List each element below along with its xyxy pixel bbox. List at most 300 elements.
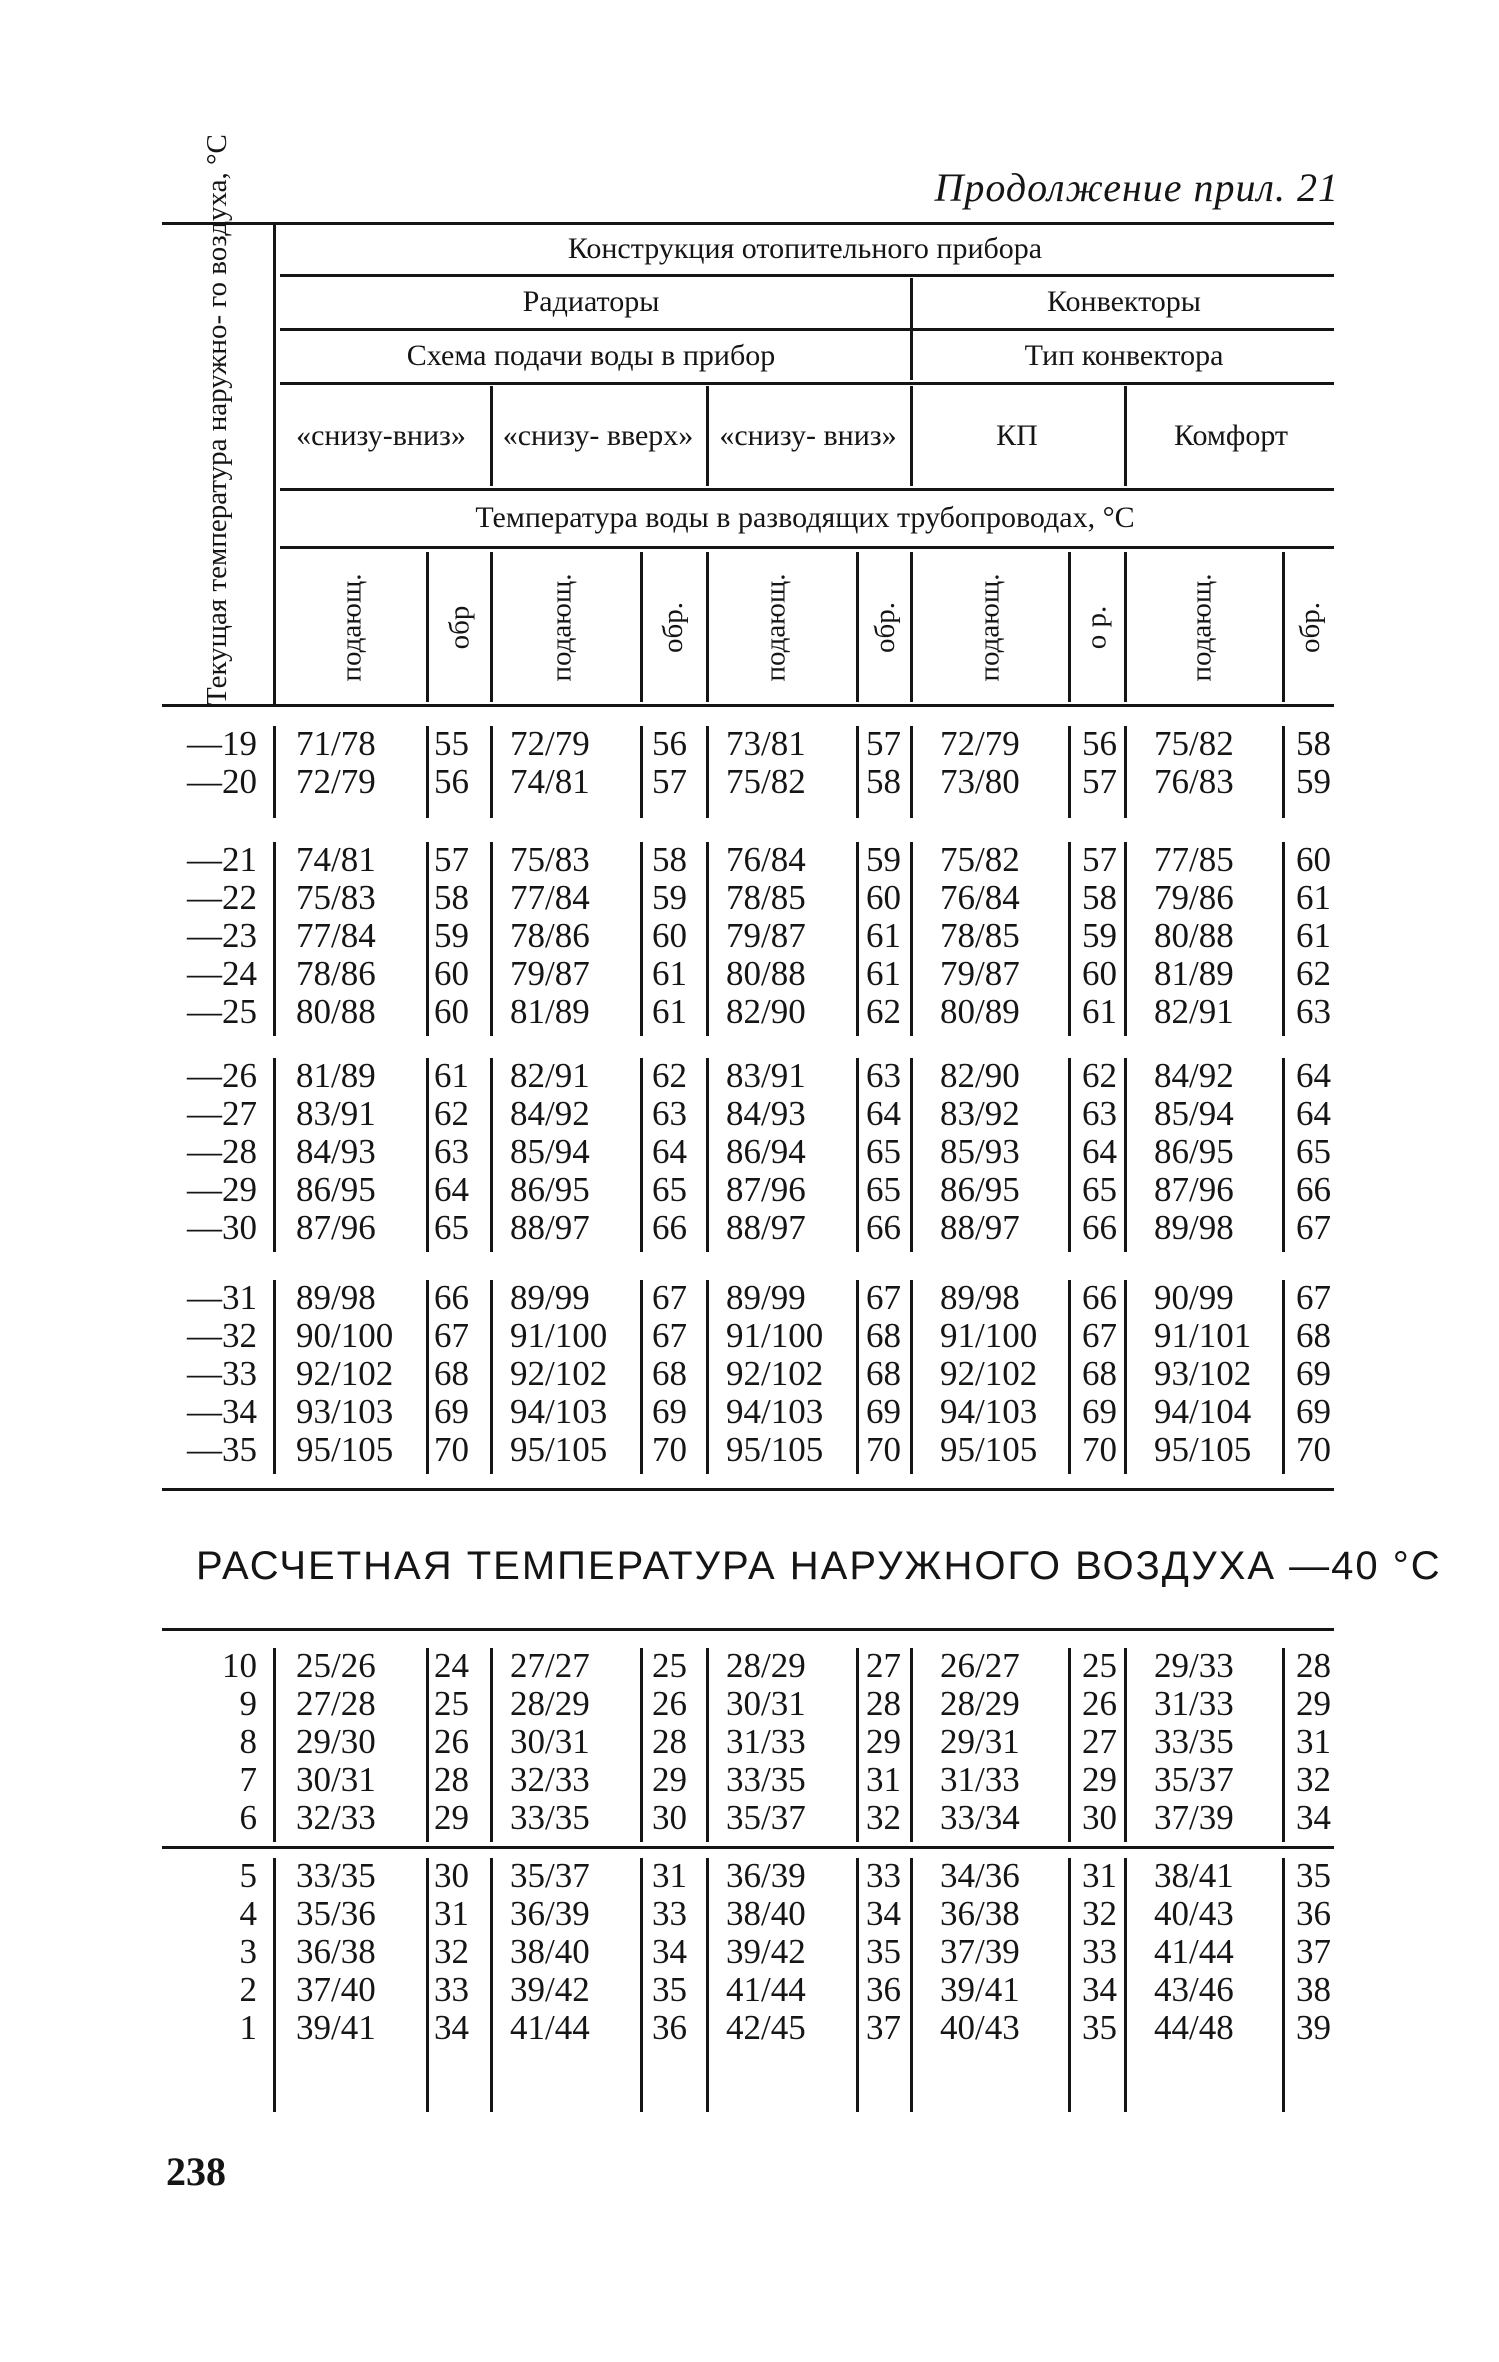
return-cell: 64 [1296, 1094, 1331, 1133]
supply-cell: 91/100 [726, 1316, 824, 1355]
supply-cell: 25/26 [296, 1646, 376, 1685]
table-group [162, 726, 1334, 818]
return-cell: 25 [434, 1684, 469, 1723]
supply-cell: 38/40 [510, 1932, 590, 1971]
return-cell: 28 [434, 1760, 469, 1799]
return-cell: 65 [1082, 1170, 1117, 1209]
supply-cell: 36/39 [726, 1856, 806, 1895]
return-cell: 36 [866, 1970, 901, 2009]
table-top-rule [162, 1628, 1334, 1631]
return-cell: 30 [1082, 1798, 1117, 1837]
return-cell: 58 [1082, 878, 1117, 917]
outdoor-temp-cell: —22 [187, 878, 257, 917]
supply-cell: 35/37 [510, 1856, 590, 1895]
return-cell: 67 [1296, 1278, 1331, 1317]
supply-cell: 82/90 [940, 1056, 1020, 1095]
supply-cell: 78/86 [510, 916, 590, 955]
return-cell: 58 [866, 762, 901, 801]
header-divider [490, 552, 493, 702]
return-cell: 59 [1082, 916, 1117, 955]
return-cell: 32 [1296, 1760, 1331, 1799]
supply-cell: 91/100 [940, 1316, 1038, 1355]
return-cell: 63 [434, 1132, 469, 1171]
table-row [162, 918, 1334, 954]
return-cell: 59 [1296, 762, 1331, 801]
supply-cell: 72/79 [940, 724, 1020, 763]
outdoor-temp-cell: 8 [239, 1722, 257, 1761]
return-cell: 34 [1296, 1798, 1331, 1837]
supply-cell: 84/93 [296, 1132, 376, 1171]
bottom-down-header: «снизу- вниз» [719, 419, 897, 452]
return-cell: 34 [866, 1894, 901, 1933]
supply-cell: 95/105 [726, 1430, 824, 1469]
outdoor-temp-cell: —24 [187, 954, 257, 993]
return-cell: 29 [434, 1798, 469, 1837]
table-group [162, 1280, 1334, 1474]
return-cell: 34 [434, 2008, 469, 2047]
header-rule [280, 274, 1334, 277]
col-header-return: о р. [1080, 605, 1113, 649]
col-header-supply: подающ. [1185, 572, 1218, 682]
supply-cell: 75/82 [940, 840, 1020, 879]
supply-cell: 89/99 [510, 1278, 590, 1317]
supply-cell: 92/102 [296, 1354, 394, 1393]
supply-cell: 74/81 [296, 840, 376, 879]
header-divider [706, 386, 709, 486]
supply-cell: 39/42 [726, 1932, 806, 1971]
supply-cell: 92/102 [726, 1354, 824, 1393]
komfort-header: Комфорт [1173, 419, 1289, 452]
supply-cell: 92/102 [940, 1354, 1038, 1393]
supply-cell: 35/37 [726, 1798, 806, 1837]
outdoor-temp-cell: 4 [239, 1894, 257, 1933]
supply-cell: 82/91 [1154, 992, 1234, 1031]
return-cell: 63 [1082, 1094, 1117, 1133]
supply-cell: 94/103 [510, 1392, 608, 1431]
return-cell: 28 [652, 1722, 687, 1761]
supply-cell: 39/42 [510, 1970, 590, 2009]
return-cell: 30 [434, 1856, 469, 1895]
convectors-header: Конвекторы [1047, 285, 1201, 318]
return-cell: 59 [866, 840, 901, 879]
section-title: РАСЧЕТНАЯ ТЕМПЕРАТУРА НАРУЖНОГО ВОЗДУХА —40 °С [196, 1544, 1442, 1588]
return-cell: 62 [1082, 1056, 1117, 1095]
outdoor-temp-cell: 6 [239, 1798, 257, 1837]
col-header-supply: подающ. [759, 572, 792, 682]
return-cell: 61 [1296, 878, 1331, 917]
table-row [162, 1686, 1334, 1722]
return-cell: 34 [652, 1932, 687, 1971]
supply-cell: 94/104 [1154, 1392, 1252, 1431]
supply-cell: 81/89 [510, 992, 590, 1031]
supply-cell: 41/44 [510, 2008, 590, 2047]
supply-cell: 85/93 [940, 1132, 1020, 1171]
return-cell: 29 [1296, 1684, 1331, 1723]
table-row [162, 842, 1334, 878]
supply-cell: 76/84 [940, 878, 1020, 917]
return-cell: 35 [1296, 1856, 1331, 1895]
table-row [162, 1648, 1334, 1684]
return-cell: 61 [1296, 916, 1331, 955]
return-cell: 62 [434, 1094, 469, 1133]
supply-cell: 82/90 [726, 992, 806, 1031]
outdoor-temp-cell: 2 [239, 1970, 257, 2009]
return-cell: 70 [1082, 1430, 1117, 1469]
return-cell: 59 [434, 916, 469, 955]
supply-cell: 76/84 [726, 840, 806, 879]
supply-cell: 31/33 [940, 1760, 1020, 1799]
header-bottom-rule [162, 704, 1334, 707]
return-cell: 63 [866, 1056, 901, 1095]
supply-cell: 95/105 [296, 1430, 394, 1469]
table-row [162, 1280, 1334, 1316]
supply-cell: 41/44 [1154, 1932, 1234, 1971]
return-cell: 66 [866, 1208, 901, 1247]
return-cell: 31 [1082, 1856, 1117, 1895]
header-divider [1124, 386, 1127, 486]
table-row [162, 880, 1334, 916]
return-cell: 31 [434, 1894, 469, 1933]
outdoor-temp-cell: —29 [187, 1170, 257, 1209]
table-row [162, 1800, 1334, 1836]
return-cell: 65 [1296, 1132, 1331, 1171]
supply-cell: 85/94 [1154, 1094, 1234, 1133]
return-cell: 24 [434, 1646, 469, 1685]
supply-cell: 86/95 [940, 1170, 1020, 1209]
return-cell: 61 [1082, 992, 1117, 1031]
return-cell: 61 [652, 954, 687, 993]
col-header-supply: подающ. [973, 572, 1006, 682]
header-divider [910, 386, 913, 486]
return-cell: 68 [652, 1354, 687, 1393]
table-row [162, 1394, 1334, 1430]
return-cell: 61 [866, 916, 901, 955]
return-cell: 69 [652, 1392, 687, 1431]
outdoor-temp-cell: —33 [187, 1354, 257, 1393]
col-header-return: обр. [1293, 601, 1326, 653]
supply-cell: 80/88 [1154, 916, 1234, 955]
supply-cell: 83/92 [940, 1094, 1020, 1133]
return-cell: 65 [652, 1170, 687, 1209]
supply-cell: 33/35 [296, 1856, 376, 1895]
return-cell: 68 [866, 1354, 901, 1393]
return-cell: 32 [434, 1932, 469, 1971]
header-rule [280, 382, 1334, 385]
water-temp-header: Температура воды в разводящих трубопроводах, °С [475, 501, 1135, 534]
outdoor-temp-cell: —26 [187, 1056, 257, 1095]
table-group [162, 842, 1334, 1036]
return-cell: 60 [866, 878, 901, 917]
return-cell: 60 [434, 954, 469, 993]
table-row [162, 1724, 1334, 1760]
supply-cell: 28/29 [726, 1646, 806, 1685]
return-cell: 29 [866, 1722, 901, 1761]
supply-cell: 28/29 [940, 1684, 1020, 1723]
header-divider [640, 552, 643, 702]
return-cell: 37 [1296, 1932, 1331, 1971]
supply-cell: 86/94 [726, 1132, 806, 1171]
supply-cell: 75/83 [510, 840, 590, 879]
return-cell: 58 [434, 878, 469, 917]
radiators-header: Радиаторы [522, 285, 660, 318]
table-row [162, 1858, 1334, 1894]
table-bottom-rule [162, 1488, 1334, 1491]
return-cell: 60 [434, 992, 469, 1031]
supply-cell: 72/79 [510, 724, 590, 763]
supply-cell: 29/30 [296, 1722, 376, 1761]
supply-cell: 95/105 [1154, 1430, 1252, 1469]
return-cell: 67 [434, 1316, 469, 1355]
supply-cell: 90/99 [1154, 1278, 1234, 1317]
supply-cell: 75/83 [296, 878, 376, 917]
return-cell: 66 [1296, 1170, 1331, 1209]
return-cell: 70 [1296, 1430, 1331, 1469]
outdoor-temp-cell: —31 [187, 1278, 257, 1317]
header-rule [280, 488, 1334, 491]
outdoor-temp-cell: —34 [187, 1392, 257, 1431]
table-row [162, 1172, 1334, 1208]
return-cell: 28 [866, 1684, 901, 1723]
return-cell: 33 [866, 1856, 901, 1895]
return-cell: 32 [1082, 1894, 1117, 1933]
header-divider [706, 552, 709, 702]
continuation-caption: Продолжение прил. 21 [934, 165, 1339, 210]
supply-cell: 28/29 [510, 1684, 590, 1723]
supply-cell: 37/39 [940, 1932, 1020, 1971]
table-row [162, 1762, 1334, 1798]
table-row [162, 764, 1334, 800]
return-cell: 61 [434, 1056, 469, 1095]
outdoor-temp-cell: —35 [187, 1430, 257, 1469]
return-cell: 56 [1082, 724, 1117, 763]
supply-cell: 86/95 [1154, 1132, 1234, 1171]
outdoor-temp-cell: —19 [187, 724, 257, 763]
supply-cell: 78/85 [940, 916, 1020, 955]
supply-cell: 39/41 [940, 1970, 1020, 2009]
table-group [162, 1648, 1334, 1842]
supply-cell: 89/98 [1154, 1208, 1234, 1247]
supply-cell: 33/35 [1154, 1722, 1234, 1761]
return-cell: 35 [652, 1970, 687, 2009]
table-row [162, 1896, 1334, 1932]
supply-cell: 38/40 [726, 1894, 806, 1933]
supply-cell: 32/33 [510, 1760, 590, 1799]
return-cell: 62 [866, 992, 901, 1031]
return-cell: 69 [1082, 1392, 1117, 1431]
supply-cell: 73/80 [940, 762, 1020, 801]
supply-cell: 88/97 [940, 1208, 1020, 1247]
return-cell: 62 [652, 1056, 687, 1095]
return-cell: 64 [1296, 1056, 1331, 1095]
table-row [162, 2010, 1334, 2046]
supply-cell: 83/91 [726, 1056, 806, 1095]
return-cell: 70 [434, 1430, 469, 1469]
supply-cell: 94/103 [726, 1392, 824, 1431]
return-cell: 66 [652, 1208, 687, 1247]
return-cell: 38 [1296, 1970, 1331, 2009]
outdoor-temp-cell: 1 [239, 2008, 257, 2047]
table-row [162, 1210, 1334, 1246]
supply-cell: 89/99 [726, 1278, 806, 1317]
col-header-supply: подающ. [545, 572, 578, 682]
outdoor-temp-cell: —23 [187, 916, 257, 955]
supply-cell: 40/43 [1154, 1894, 1234, 1933]
return-cell: 62 [1296, 954, 1331, 993]
group-rule [162, 1846, 1334, 1849]
supply-cell: 26/27 [940, 1646, 1020, 1685]
supply-cell: 33/35 [510, 1798, 590, 1837]
supply-cell: 75/82 [726, 762, 806, 801]
return-cell: 69 [866, 1392, 901, 1431]
table-row [162, 1318, 1334, 1354]
supply-cell: 78/86 [296, 954, 376, 993]
return-cell: 26 [434, 1722, 469, 1761]
return-cell: 63 [1296, 992, 1331, 1031]
supply-cell: 93/102 [1154, 1354, 1252, 1393]
return-cell: 34 [1082, 1970, 1117, 2009]
header-divider [856, 552, 859, 702]
supply-cell: 92/102 [510, 1354, 608, 1393]
supply-cell: 89/98 [296, 1278, 376, 1317]
page-number: 238 [166, 2149, 226, 2194]
supply-cell: 77/84 [510, 878, 590, 917]
return-cell: 35 [1082, 2008, 1117, 2047]
return-cell: 57 [1082, 840, 1117, 879]
supply-cell: 29/31 [940, 1722, 1020, 1761]
return-cell: 55 [434, 724, 469, 763]
supply-cell: 35/37 [1154, 1760, 1234, 1799]
supply-cell: 84/93 [726, 1094, 806, 1133]
outdoor-temp-cell: —20 [187, 762, 257, 801]
return-cell: 64 [1082, 1132, 1117, 1171]
return-cell: 39 [1296, 2008, 1331, 2047]
table-row [162, 726, 1334, 762]
col-header-supply: подающ. [335, 572, 368, 682]
return-cell: 57 [434, 840, 469, 879]
supply-cell: 79/87 [940, 954, 1020, 993]
supply-cell: 29/33 [1154, 1646, 1234, 1685]
table-row [162, 1356, 1334, 1392]
table-row [162, 1058, 1334, 1094]
outdoor-temp-cell: —28 [187, 1132, 257, 1171]
return-cell: 67 [1296, 1208, 1331, 1247]
table-row [162, 994, 1334, 1030]
col-header-return: обр. [657, 601, 690, 653]
return-cell: 69 [1296, 1354, 1331, 1393]
supply-cell: 77/85 [1154, 840, 1234, 879]
supply-cell: 31/33 [1154, 1684, 1234, 1723]
supply-cell: 33/35 [726, 1760, 806, 1799]
table-row [162, 1096, 1334, 1132]
supply-cell: 88/97 [726, 1208, 806, 1247]
return-cell: 64 [866, 1094, 901, 1133]
outdoor-temp-cell: 3 [239, 1932, 257, 1971]
return-cell: 60 [652, 916, 687, 955]
supply-cell: 37/40 [296, 1970, 376, 2009]
header-divider [1068, 552, 1071, 702]
return-cell: 67 [652, 1278, 687, 1317]
return-cell: 35 [866, 1932, 901, 1971]
return-cell: 33 [1082, 1932, 1117, 1971]
outdoor-temp-cell: —30 [187, 1208, 257, 1247]
supply-cell: 93/103 [296, 1392, 394, 1431]
supply-cell: 72/79 [296, 762, 376, 801]
return-cell: 57 [866, 724, 901, 763]
return-cell: 63 [652, 1094, 687, 1133]
supply-cell: 30/31 [296, 1760, 376, 1799]
return-cell: 65 [434, 1208, 469, 1247]
return-cell: 32 [866, 1798, 901, 1837]
return-cell: 66 [1082, 1208, 1117, 1247]
outdoor-temp-cell: —21 [187, 840, 257, 879]
return-cell: 66 [1082, 1278, 1117, 1317]
return-cell: 65 [866, 1132, 901, 1171]
supply-cell: 27/28 [296, 1684, 376, 1723]
supply-cell: 30/31 [726, 1684, 806, 1723]
header-rule [280, 546, 1334, 549]
supply-cell: 33/34 [940, 1798, 1020, 1837]
return-cell: 68 [1082, 1354, 1117, 1393]
return-cell: 67 [866, 1278, 901, 1317]
return-cell: 29 [1082, 1760, 1117, 1799]
col-header-return: обр [443, 605, 476, 649]
return-cell: 68 [434, 1354, 469, 1393]
return-cell: 60 [1082, 954, 1117, 993]
supply-cell: 81/89 [296, 1056, 376, 1095]
return-cell: 37 [866, 2008, 901, 2047]
return-cell: 25 [1082, 1646, 1117, 1685]
return-cell: 57 [652, 762, 687, 801]
supply-cell: 95/105 [940, 1430, 1038, 1469]
supply-cell: 87/96 [296, 1208, 376, 1247]
supply-cell: 84/92 [510, 1094, 590, 1133]
outdoor-temp-cell: 7 [239, 1760, 257, 1799]
header-divider [910, 552, 913, 702]
table-group [162, 1858, 1334, 2112]
table-row [162, 1432, 1334, 1468]
supply-cell: 95/105 [510, 1430, 608, 1469]
return-cell: 66 [434, 1278, 469, 1317]
bottom-up-header: «снизу- вверх» [502, 419, 694, 452]
return-cell: 58 [1296, 724, 1331, 763]
header-top-rule [162, 222, 1334, 225]
return-cell: 27 [866, 1646, 901, 1685]
return-cell: 26 [1082, 1684, 1117, 1723]
return-cell: 68 [866, 1316, 901, 1355]
supply-cell: 31/33 [726, 1722, 806, 1761]
supply-cell: 84/92 [1154, 1056, 1234, 1095]
supply-cell: 78/85 [726, 878, 806, 917]
supply-cell: 40/43 [940, 2008, 1020, 2047]
supply-cell: 80/89 [940, 992, 1020, 1031]
return-cell: 69 [1296, 1392, 1331, 1431]
supply-cell: 86/95 [510, 1170, 590, 1209]
outdoor-temp-cell: —32 [187, 1316, 257, 1355]
return-cell: 36 [652, 2008, 687, 2047]
table-row [162, 956, 1334, 992]
return-cell: 61 [866, 954, 901, 993]
supply-cell: 90/100 [296, 1316, 394, 1355]
return-cell: 60 [1296, 840, 1331, 879]
supply-cell: 77/84 [296, 916, 376, 955]
return-cell: 27 [1082, 1722, 1117, 1761]
return-cell: 67 [652, 1316, 687, 1355]
return-cell: 61 [652, 992, 687, 1031]
table-row [162, 1972, 1334, 2008]
table-row [162, 1934, 1334, 1970]
supply-cell: 35/36 [296, 1894, 376, 1933]
supply-cell: 80/88 [296, 992, 376, 1031]
